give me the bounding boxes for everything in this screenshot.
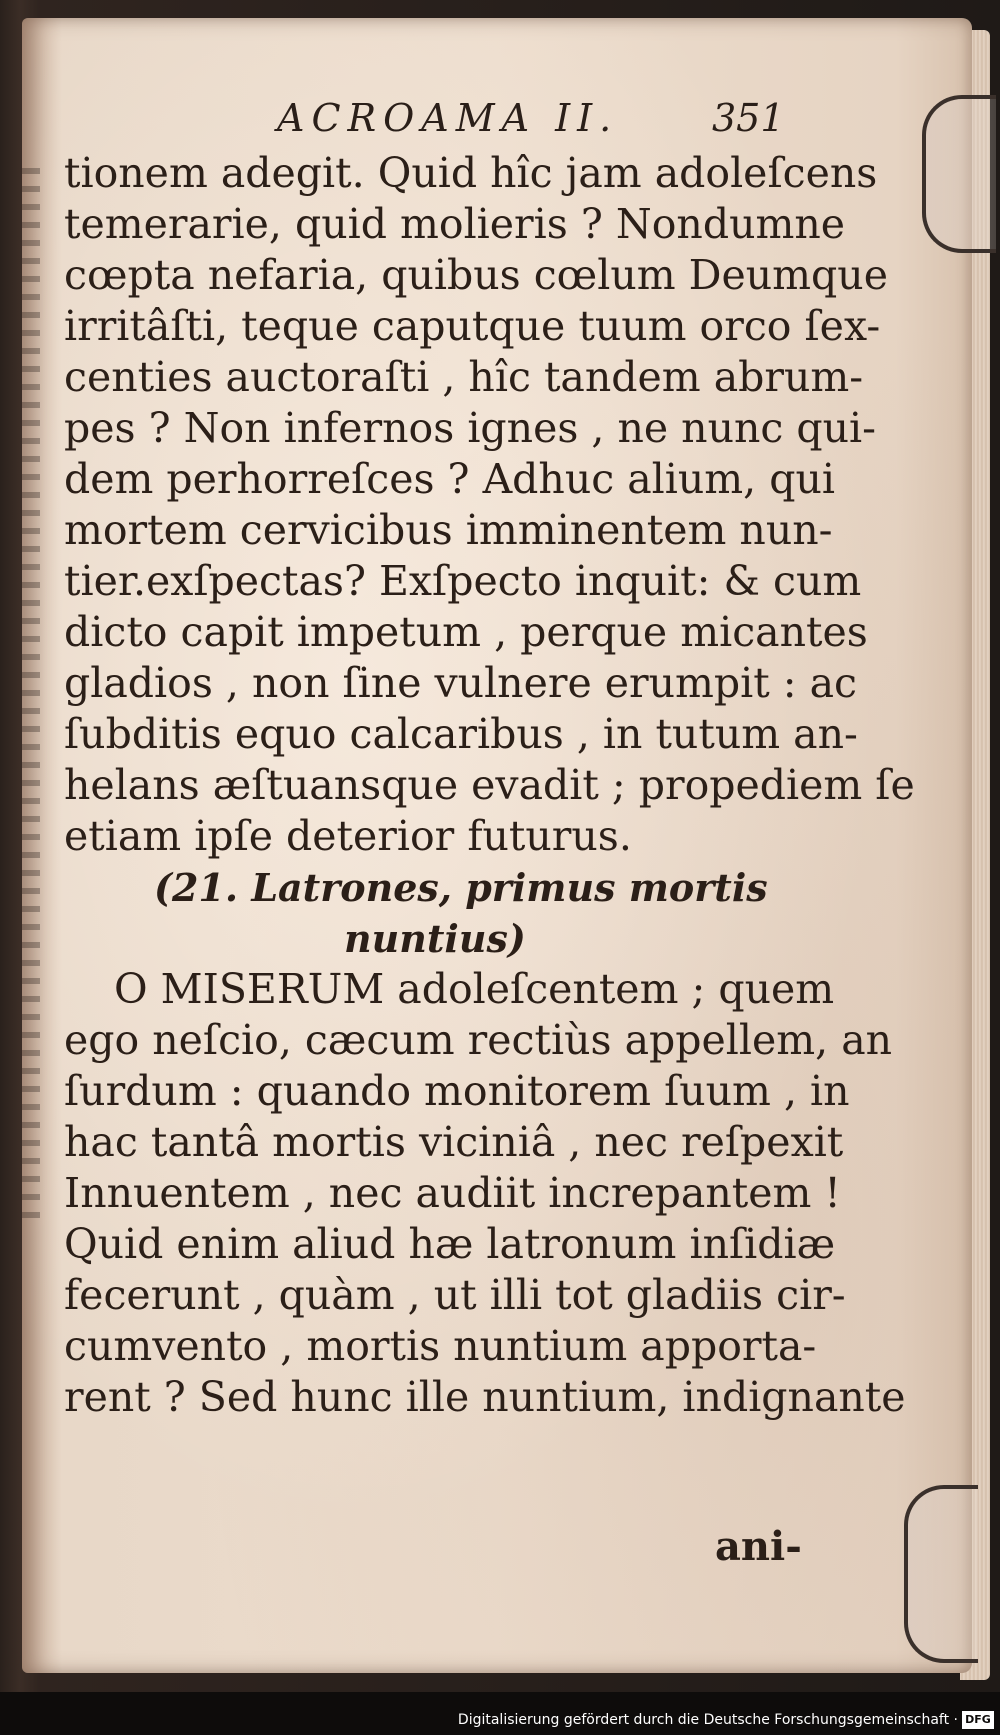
- binding-gutter: [22, 168, 40, 1218]
- clasp-top: [922, 95, 996, 253]
- text-line: tier.exſpectas? Exſpecto inquit: & cum: [64, 557, 862, 605]
- text-line: irritâſti, teque caputque tuum orco ſex-: [64, 302, 881, 350]
- text-line: O MISERUM adoleſcentem ; quem: [114, 965, 835, 1013]
- text-line: Quid enim aliud hæ latronum inſidiæ: [64, 1220, 836, 1268]
- clasp-bottom: [904, 1485, 978, 1663]
- text-line: dicto capit impetum , perque micantes: [64, 608, 868, 656]
- text-line: ſubditis equo calcaribus , in tutum an-: [64, 710, 858, 758]
- dfg-logo: DFG: [962, 1711, 994, 1729]
- text-line: Innuentem , nec audiit increpantem !: [64, 1169, 841, 1217]
- text-line: temerarie, quid molieris ? Nondumne: [64, 200, 846, 248]
- section-heading-line2: nuntius): [344, 916, 526, 961]
- text-line: cœpta nefaria, quibus cœlum Deumque: [64, 251, 888, 299]
- catchword: ani-: [715, 1523, 802, 1570]
- text-line: rent ? Sed hunc ille nuntium, indignante: [64, 1373, 906, 1421]
- text-line: pes ? Non infernos ignes , ne nunc qui-: [64, 404, 877, 452]
- text-line: dem perhorreſces ? Adhuc alium, qui: [64, 455, 836, 503]
- running-head-title: ACROAMA II.: [277, 96, 619, 140]
- page-number: 351: [712, 96, 785, 140]
- text-line: centies auctoraſti , hîc tandem abrum-: [64, 353, 864, 401]
- text-line: gladios , non ſine vulnere erumpit : ac: [64, 659, 858, 707]
- body-text: [64, 148, 915, 1423]
- text-line: hac tantâ mortis viciniâ , nec reſpexit: [64, 1118, 844, 1166]
- text-line: etiam ipſe deterior futurus.: [64, 812, 632, 860]
- running-head: [92, 96, 792, 146]
- text-line: helans æſtuansque evadit ; propediem ſe: [64, 761, 915, 809]
- text-line: ego neſcio, cæcum rectiùs appellem, an: [64, 1016, 893, 1064]
- text-line: mortem cervicibus imminentem nun-: [64, 506, 833, 554]
- book-page: [22, 18, 972, 1673]
- text-line: fecerunt , quàm , ut illi tot gladiis cir-: [64, 1271, 846, 1319]
- text-line: tionem adegit. Quid hîc jam adoleſcens: [64, 149, 878, 197]
- text-line: ſurdum : quando monitorem ſuum , in: [64, 1067, 850, 1115]
- footer-credit: Digitalisierung gefördert durch die Deutsche Forschungsgemeinschaft ·: [457, 1712, 958, 1728]
- section-heading-line1: (21. Latrones, primus mortis: [154, 865, 768, 910]
- text-line: cumvento , mortis nuntium apporta-: [64, 1322, 817, 1370]
